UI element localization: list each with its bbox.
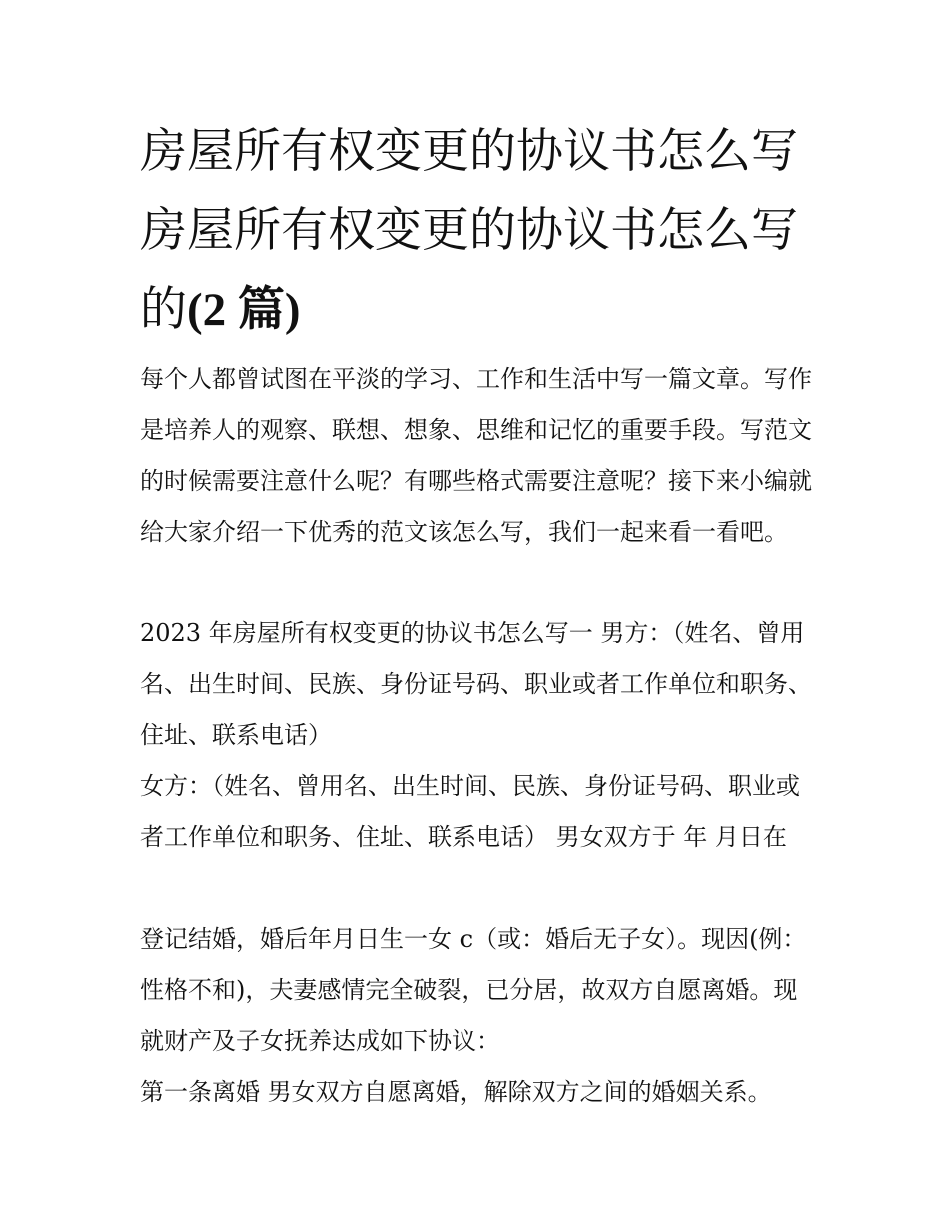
title-suffix: (2 篇) <box>187 284 301 336</box>
husband-info-paragraph: 2023 年房屋所有权变更的协议书怎么写一 男方：（姓名、曾用名、出生时间、民族、身份证号码、职业或者工作单位和职务、住址、联系电话） <box>140 619 812 749</box>
marriage-status-paragraph: 登记结婚，婚后年月日生一女 c（或：婚后无子女）。现因(例：性格不和)，夫妻感情完全破裂，已分居，故双方自愿离婚。现就财产及子女抚养达成如下协议： <box>140 925 807 1055</box>
article-one-paragraph: 第一条离婚 男女双方自愿离婚，解除双方之间的婚姻关系。 <box>140 1078 772 1106</box>
page-title <box>140 112 820 350</box>
intro-paragraph: 每个人都曾试图在平淡的学习、工作和生活中写一篇文章。写作是培养人的观察、联想、想象、思维和记忆的重要手段。写范文的时候需要注意什么呢？有哪些格式需要注意呢？接下来小编就给大家介绍一下优秀的范文该怎么写，我们一起来看一看吧。 <box>140 365 812 546</box>
title-main-text: 房屋所有权变更的协议书怎么写 房屋所有权变更的协议书怎么写的 <box>140 124 798 337</box>
wife-info-paragraph: 女方：（姓名、曾用名、出生时间、民族、身份证号码、职业或者工作单位和职务、住址、联系电话） 男女双方于 年 月日在 <box>140 772 800 851</box>
